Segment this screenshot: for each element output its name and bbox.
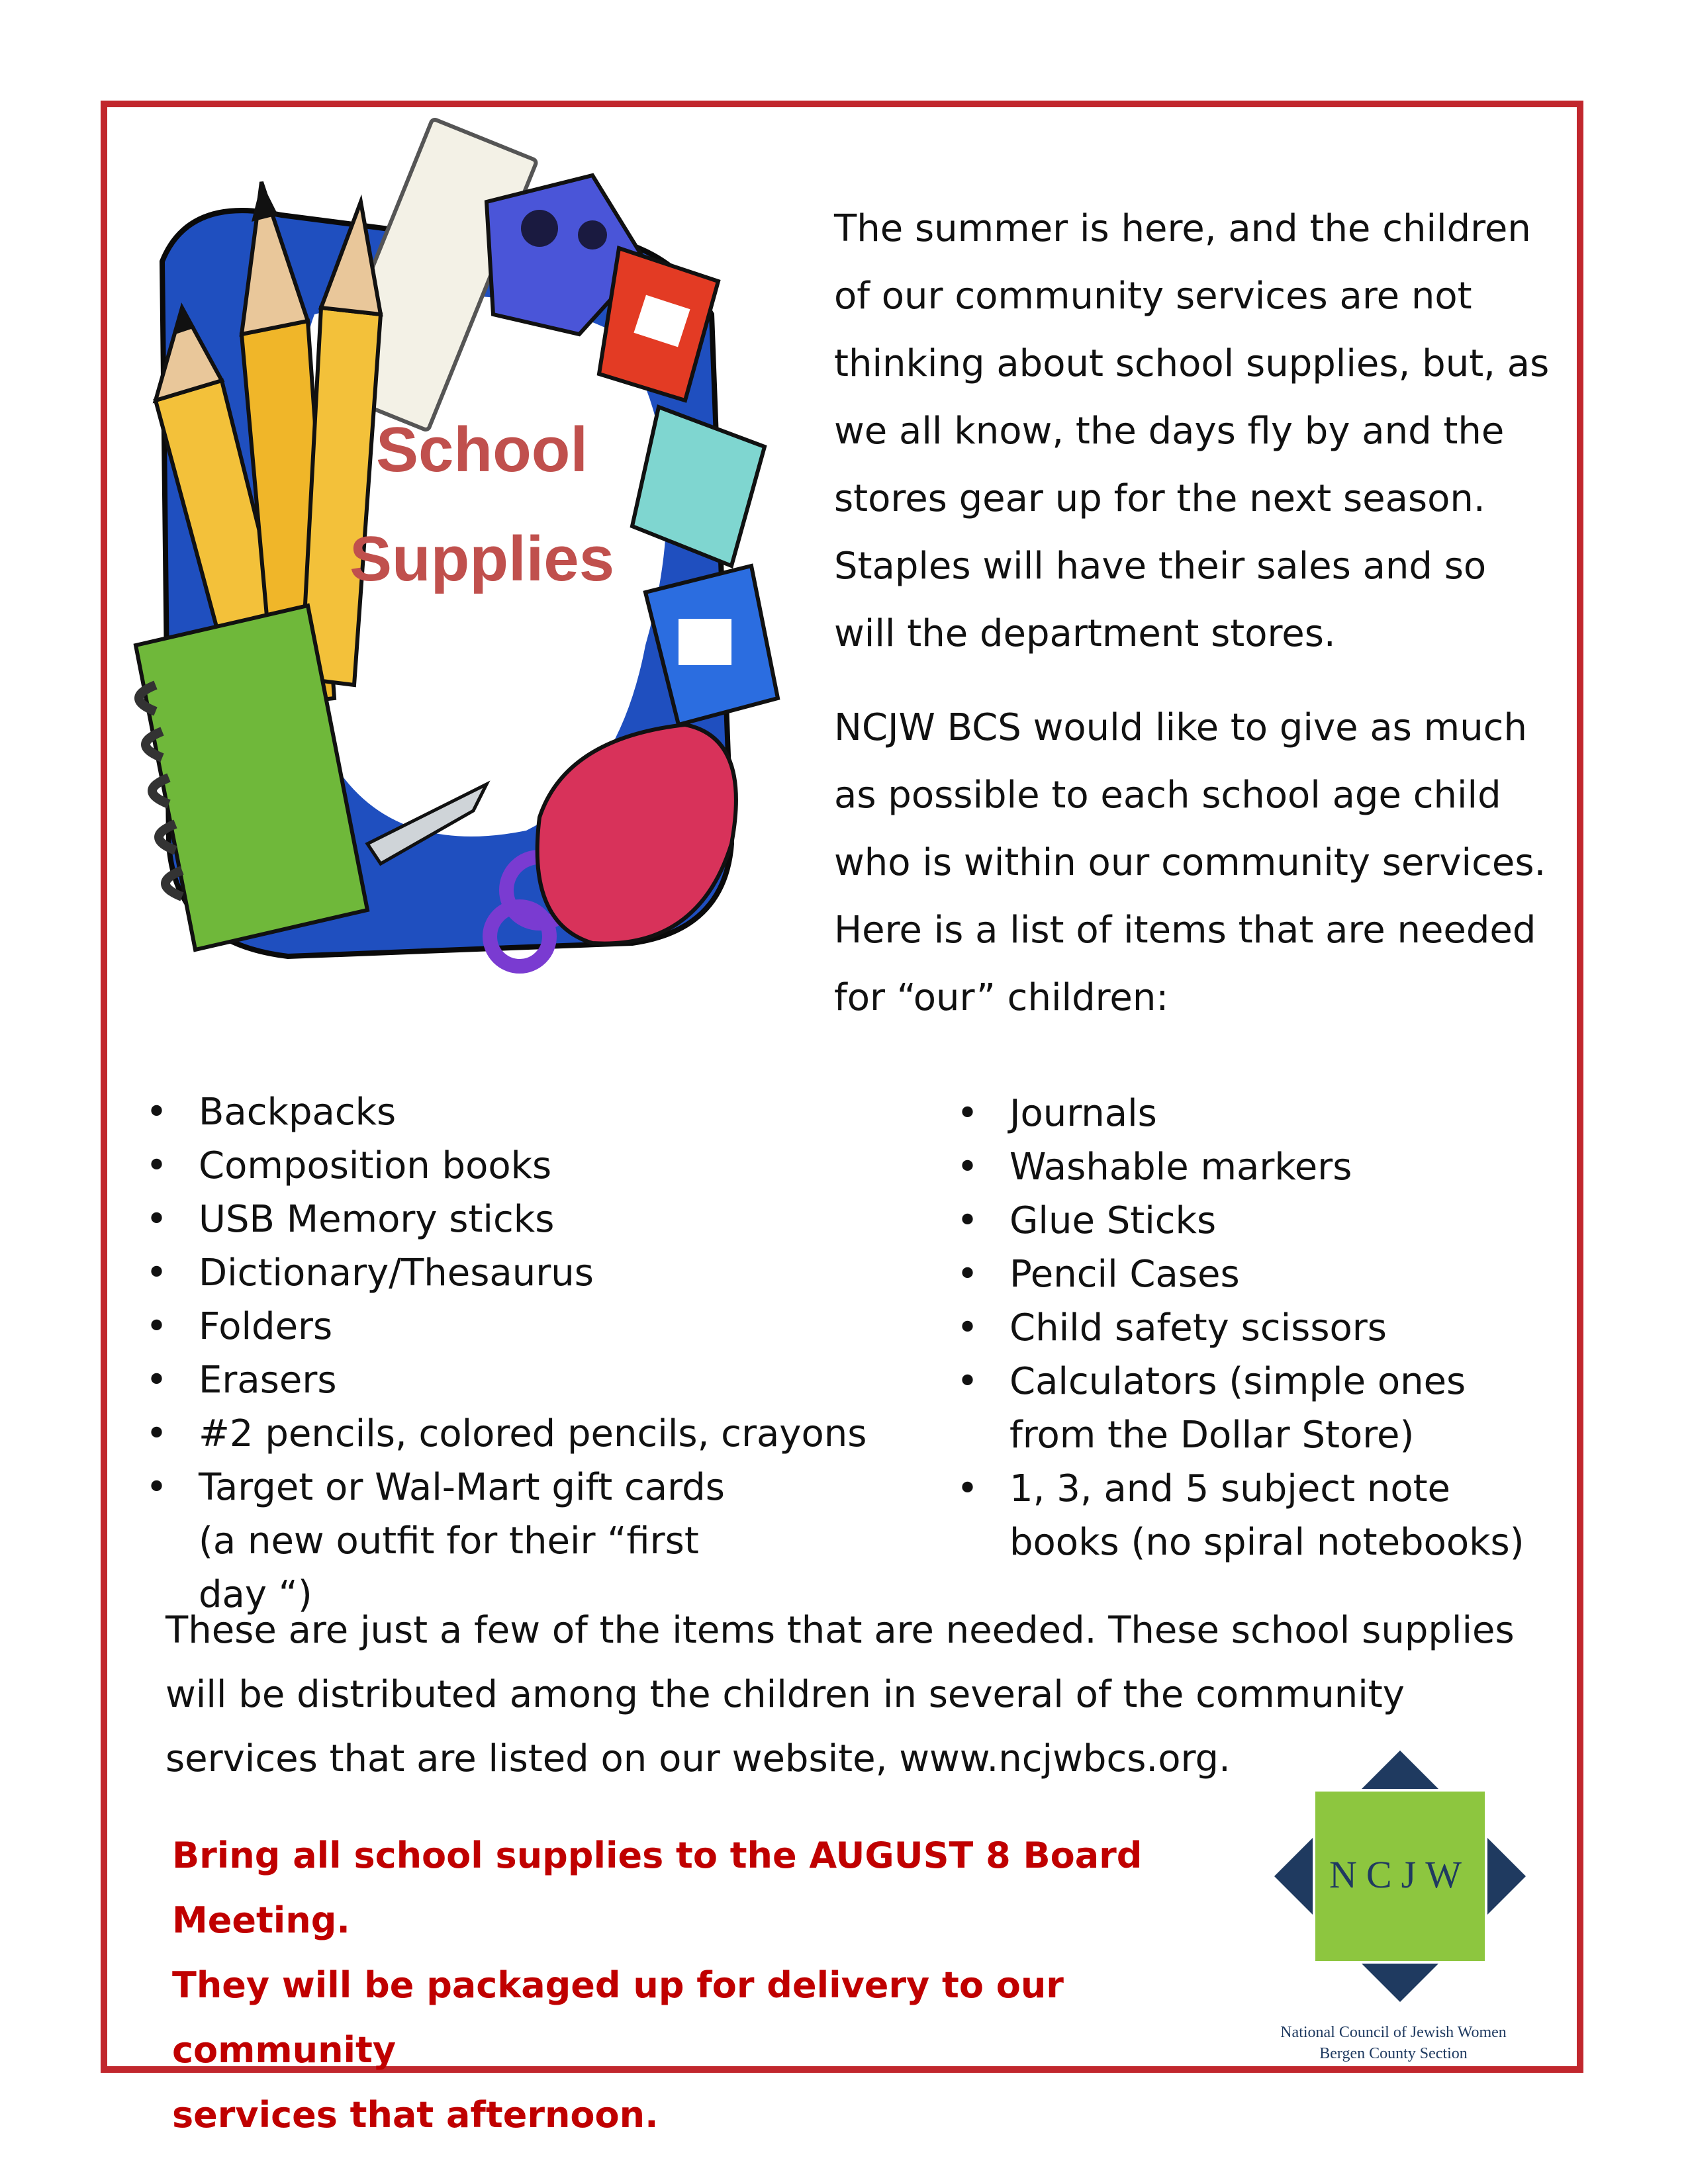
intro-paragraph: The summer is here, and the children of our community services are not thinking about school supplies, but, as we all know, the days fly by and the stores gear up for the next season. Staples will have their sales and so will the department stores.: [834, 207, 1550, 655]
item-text: Backpacks: [199, 1091, 397, 1134]
bullet: •: [146, 1466, 168, 1509]
list-item: [957, 1301, 1552, 1355]
bullet: •: [957, 1092, 979, 1135]
bullet: •: [957, 1360, 979, 1403]
item-text: Washable markers: [1009, 1146, 1352, 1189]
callout-line: They will be packaged up for delivery to our community: [172, 1964, 1064, 2071]
closing-paragraph: These are just a few of the items that are needed. These school supplies will be distributed among the children in several of the community services that are listed on our website, www.ncjwbcs.org.: [165, 1609, 1515, 1780]
logo-section-name: Bergen County Section: [1319, 2045, 1468, 2062]
list-item: [146, 1353, 914, 1407]
item-text: Calculators (simple ones from the Dollar Store): [1009, 1360, 1466, 1457]
list-item: [146, 1193, 914, 1246]
callout-line: Bring all school supplies to the AUGUST 8 Board Meeting.: [172, 1835, 1143, 1941]
bullet: •: [146, 1144, 168, 1187]
art-title-line2: Supplies: [350, 523, 615, 594]
logo-org-name: National Council of Jewish Women: [1280, 2024, 1507, 2041]
item-text: Dictionary/Thesaurus: [199, 1251, 594, 1295]
bullet: •: [957, 1253, 979, 1296]
list-item: [146, 1085, 914, 1139]
list-item: [146, 1300, 914, 1353]
item-text: Folders: [199, 1305, 333, 1348]
item-text: #2 pencils, colored pencils, crayons: [199, 1412, 867, 1455]
list-item: [146, 1461, 768, 1621]
list-item: [957, 1140, 1552, 1194]
art-title-line1: School: [376, 414, 588, 485]
intro-text: [834, 195, 1556, 1058]
item-text: Pencil Cases: [1009, 1253, 1240, 1296]
supply-list-left: [146, 1085, 914, 1621]
bullet: •: [146, 1198, 168, 1241]
bullet: •: [146, 1305, 168, 1348]
item-text: Composition books: [199, 1144, 552, 1187]
item-text: Target or Wal-Mart gift cards (a new outfit for their “first day “): [199, 1466, 725, 1616]
bullet: •: [146, 1359, 168, 1402]
item-text: USB Memory sticks: [199, 1198, 555, 1241]
item-text: 1, 3, and 5 subject note books (no spiral notebooks): [1009, 1467, 1524, 1564]
callout: [172, 1823, 1284, 2148]
item-text: Child safety scissors: [1009, 1306, 1387, 1349]
bullet: •: [957, 1306, 979, 1349]
list-item: [957, 1355, 1552, 1462]
supply-list-right: [957, 1087, 1552, 1569]
bullet: •: [957, 1146, 979, 1189]
list-item: [957, 1194, 1552, 1248]
bullet: •: [146, 1091, 168, 1134]
bullet: •: [146, 1251, 168, 1295]
item-text: Journals: [1009, 1092, 1157, 1135]
list-item: [146, 1246, 914, 1300]
list-item: [957, 1462, 1552, 1569]
bullet: •: [957, 1199, 979, 1242]
list-item: [957, 1248, 1552, 1301]
intro-paragraph: NCJW BCS would like to give as much as possible to each school age child who is within our community services. Here is a list of items that are needed for “our” children:: [834, 706, 1546, 1019]
item-text: Erasers: [199, 1359, 337, 1402]
list-item: [146, 1139, 914, 1193]
item-text: Glue Sticks: [1009, 1199, 1217, 1242]
logo-mark: NCJW: [1329, 1853, 1471, 1896]
bullet: •: [957, 1467, 979, 1510]
ncjw-logo: [1261, 1741, 1539, 2052]
bullet: •: [146, 1412, 168, 1455]
list-item: [146, 1407, 914, 1461]
callout-line: services that afternoon.: [172, 2094, 659, 2136]
list-item: [957, 1087, 1552, 1140]
